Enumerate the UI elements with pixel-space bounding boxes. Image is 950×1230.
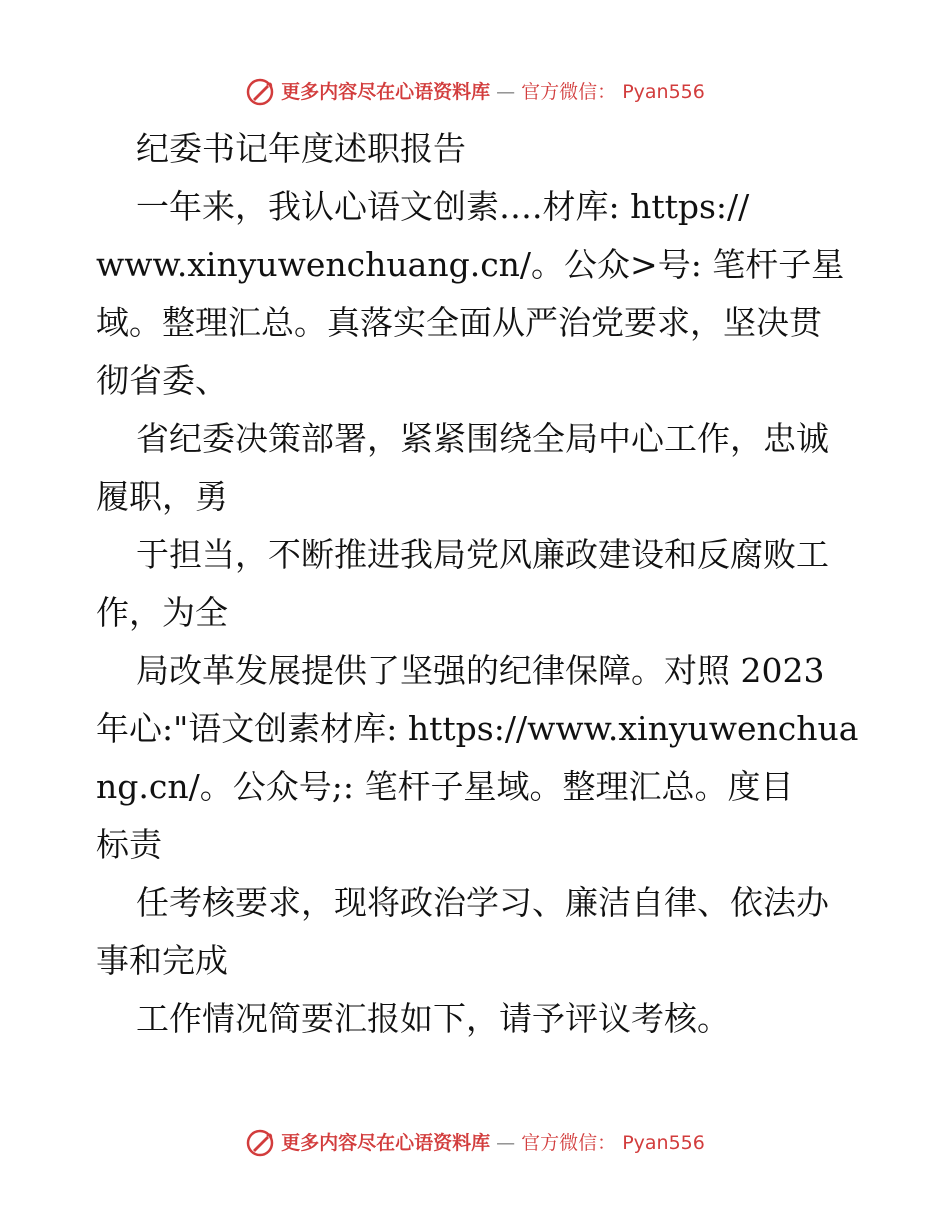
banner-label: 官方微信： xyxy=(521,81,617,103)
text-line: 标责 xyxy=(96,825,162,864)
document-body xyxy=(96,120,859,1048)
text-line: 一年来，我认心语文创素….材库: https:// xyxy=(136,187,750,226)
footer-watermark-banner xyxy=(0,1128,950,1158)
text-line: 域。整理汇总。真落实全面从严治党要求，坚决贯 xyxy=(96,303,822,342)
header-watermark-banner xyxy=(0,77,950,107)
banner-contact: Pyan556 xyxy=(622,1132,705,1154)
text-line: 省纪委决策部署，紧紧围绕全局中心工作，忠诚 xyxy=(136,419,829,458)
banner-label: 官方微信： xyxy=(521,1132,617,1154)
banner-separator: — xyxy=(496,1132,516,1154)
document-title: 纪委书记年度述职报告 xyxy=(136,129,466,168)
banner-separator: — xyxy=(496,81,516,103)
text-line: 履职，勇 xyxy=(96,477,228,516)
quill-logo-icon xyxy=(245,1128,275,1158)
text-line: 作，为全 xyxy=(96,593,228,632)
text-line: www.xinyuwenchuang.cn/。公众>号: 笔杆子星 xyxy=(96,245,845,284)
text-line: 任考核要求，现将政治学习、廉洁自律、依法办 xyxy=(136,883,829,922)
text-line: 事和完成 xyxy=(96,941,228,980)
text-line: 年心:"语文创素材库: https://www.xinyuwenchua xyxy=(96,709,859,748)
text-line: 于担当，不断推进我局党风廉政建设和反腐败工 xyxy=(136,535,829,574)
text-line: ng.cn/。公众号;: 笔杆子星域。整理汇总。度目 xyxy=(96,767,794,806)
banner-text: 更多内容尽在心语资料库 xyxy=(281,81,491,103)
text-line: 彻省委、 xyxy=(96,361,228,400)
text-line: 工作情况简要汇报如下，请予评议考核。 xyxy=(136,999,730,1038)
text-line: 局改革发展提供了坚强的纪律保障。对照 2023 xyxy=(136,651,825,690)
banner-text: 更多内容尽在心语资料库 xyxy=(281,1132,491,1154)
quill-logo-icon xyxy=(245,77,275,107)
banner-contact: Pyan556 xyxy=(622,81,705,103)
